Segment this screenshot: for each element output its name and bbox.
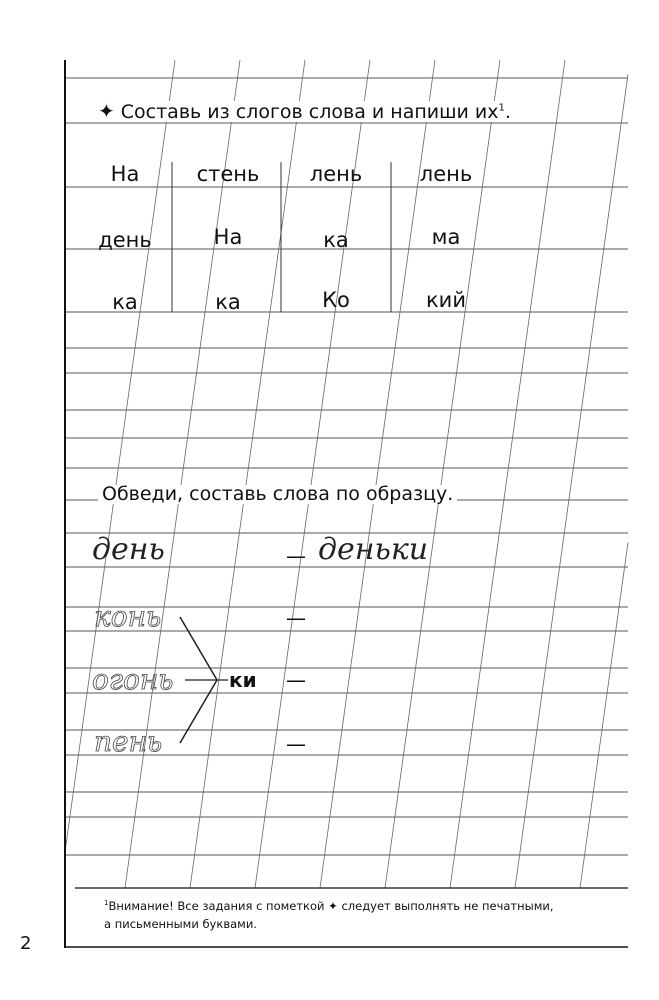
footnote-line1-before: Внимание! Все задания с пометкой xyxy=(108,899,325,913)
footnote-marker: 1 xyxy=(104,899,109,908)
footnote-ref: 1 xyxy=(498,102,505,114)
example-result: деньки xyxy=(318,532,429,567)
footnote-line1-after: следует выполнять не печатными, xyxy=(341,899,554,913)
task1-title-text: Составь из слогов слова и напиши их xyxy=(120,101,499,123)
example-dash: — xyxy=(286,544,306,568)
trace-word: конь xyxy=(94,600,162,633)
syllable-cell: стень xyxy=(196,162,260,186)
slant-line xyxy=(580,542,628,888)
answer-dash: — xyxy=(286,606,306,630)
syllable-cell: ка xyxy=(323,228,349,252)
star-icon: ✦ xyxy=(98,99,115,123)
trace-word: огонь xyxy=(92,663,174,696)
slant-line xyxy=(515,74,628,888)
syllable-cell: ка xyxy=(215,290,241,314)
task2-title: Обведи, составь слова по образцу. xyxy=(98,485,457,504)
trace-word: пень xyxy=(94,725,163,758)
example-word: день xyxy=(92,532,165,567)
answer-dash: — xyxy=(286,668,306,692)
answer-dash: — xyxy=(286,732,306,756)
syllable-cell: день xyxy=(98,228,152,252)
syllable-cell: На xyxy=(110,162,140,186)
footnote xyxy=(104,898,554,934)
star-icon: ✦ xyxy=(328,899,338,913)
syllable-cell: Ко xyxy=(322,288,350,312)
syllable-cell: лень xyxy=(309,162,363,186)
syllable-cell: На xyxy=(213,225,243,249)
syllable-cell: ка xyxy=(112,290,138,314)
page-number: 2 xyxy=(20,933,32,954)
syllable-cell: кий xyxy=(426,288,466,312)
syllable-cell: лень xyxy=(419,162,473,186)
syllable-cell: ма xyxy=(431,225,461,249)
footnote-line2: а письменными буквами. xyxy=(104,916,257,931)
task1-title: ✦ Составь из слогов слова и напиши $их^1$. xyxy=(94,101,515,122)
suffix-label: ки xyxy=(229,668,257,692)
